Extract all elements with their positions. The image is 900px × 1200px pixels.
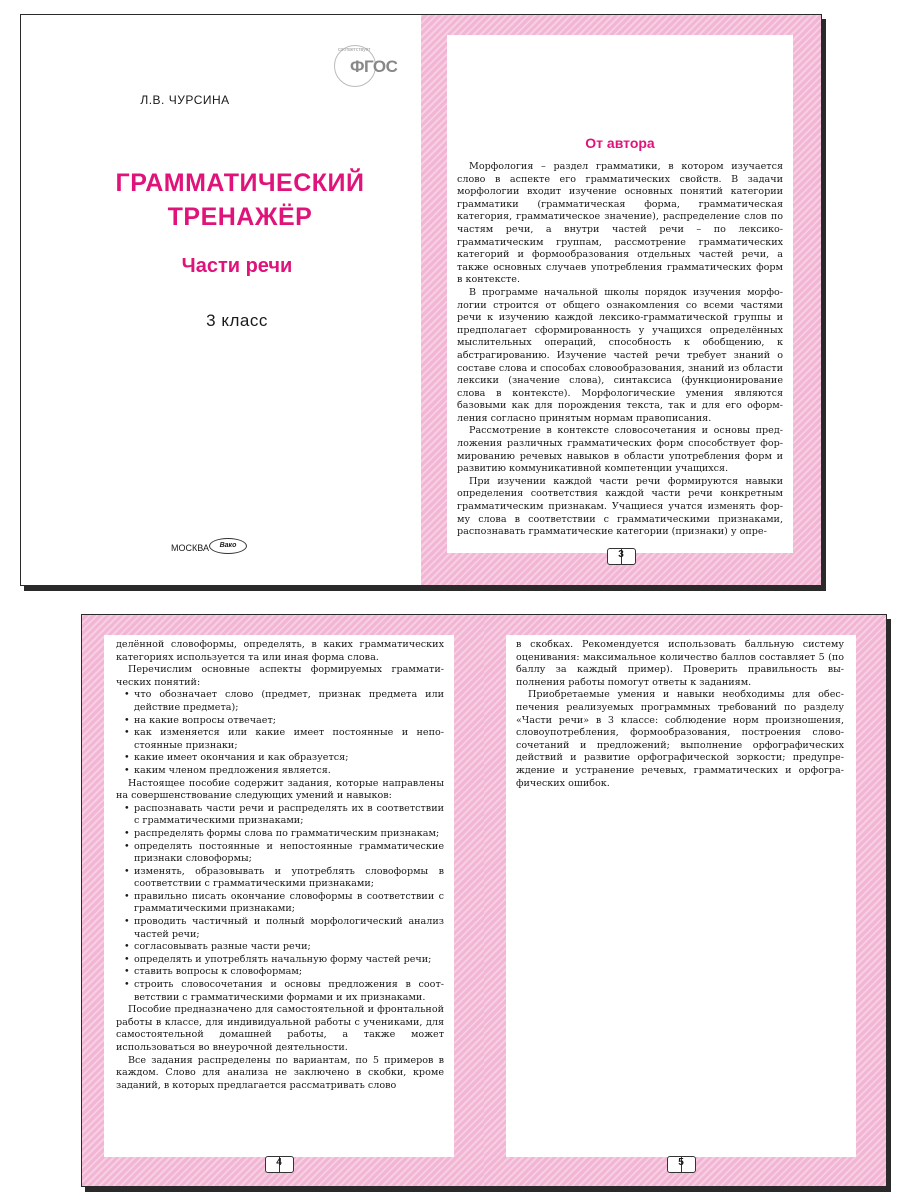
- fgos-arc-text: соответствует: [338, 47, 371, 53]
- list-item: • строить словосочетания и основы предложения в соответствии с грамматическими формами и их признаками.: [134, 979, 444, 1004]
- fgos-logo: [334, 45, 398, 85]
- page-5-number-badge: [666, 1153, 696, 1175]
- page-4-number-badge: [264, 1153, 294, 1175]
- list-item: • согласовывать разные части речи;: [134, 941, 444, 954]
- page-5: [506, 635, 856, 1157]
- paragraph: Перечислим основные аспекты формируемых грамматических понятий:: [116, 664, 444, 688]
- paragraph: В программе начальной школы порядок изучения морфологии строится от общего ознакомления со всеми частями речи к изучению каждой лексико-грамматической группы и предполагает сформированность у учащихся определённых мыслительных операций, способность к обобщению, к абстрагированию. Изучение частей речи требует знаний о составе слова и способах словообразования, знаний из области лексики (значение слова), синтаксиса (функционирование слова в контексте). Морфологические умения являются базовыми как для порождения текста, так и для его оформления согласно принятым нормам правописания.: [457, 286, 783, 424]
- page-4-border: [82, 615, 484, 1186]
- paragraph: Настоящее пособие содержит задания, которые направлены на совершенствование следующих умений и навыков:: [116, 777, 444, 802]
- bottom-spread: [81, 614, 887, 1187]
- paragraph: Рассмотрение в контексте словосочетания и основы предложения различных грамматических форм способствует формированию речевых навыков в области употребления форм и развитию коммуникативной компетенции учащихся.: [457, 425, 783, 475]
- list-item: • ставить вопросы к словоформам;: [134, 966, 444, 979]
- list-item: • каким членом предложения является.: [134, 765, 444, 778]
- paragraph: делённой словоформы, определять, в каких грамматических категориях используется та или иная форма слова.: [116, 639, 444, 663]
- page-3-number: 3: [618, 549, 624, 560]
- paragraph: Морфология – раздел грамматики, в котором изучается слово в аспекте его грамматических свойств. В задачи морфологии входит изучение основных понятий категории грамматики (грамматическая форма, грамматическая категория, грамматическое значение), распределение слов по частям речи, а внутри частей речи – по лексико-грамматическим группам, рассмотрение грамматических категорий и формообразования отдельных частей речи, а также основных случаев употребления грамматических форм в контексте.: [457, 161, 783, 286]
- publisher-city: МОСКВА: [171, 543, 209, 553]
- paragraph: Пособие предназначено для самостоятельной и фронтальной работы в классе, для индивидуальной работы с учениками, для самостоятельной домашней работы, а также может использоваться во внеурочной деятельности.: [116, 1004, 444, 1053]
- paragraph: Приобретаемые умения и навыки необходимы для обеспечения реализуемых программных требований по разделу «Части речи» в 3 классе: соблюдение норм произношения, словоупотребления, формообразования, построения словосочетаний и предложений; выполнение орфографических действий и развитие орфографической зоркости; предупреждение и устранение речевых, грамматических и орфографических ошибок.: [516, 689, 844, 789]
- aspects-list: [116, 689, 444, 777]
- top-spread: [20, 14, 822, 586]
- page-5-border: [484, 615, 886, 1186]
- list-item: • определять постоянные и непостоянные грамматические признаки словоформы;: [134, 841, 444, 866]
- paragraph: в скобках. Рекомендуется использовать балльную систему оценивания: максимальное количество баллов составляет 5 (по баллу за каждый пример). Проверить правильность выполнения работы помогут ответы к заданиям.: [516, 639, 844, 688]
- page-3-border: [421, 15, 821, 585]
- list-item: • правильно писать окончание словоформы в соответствии с грамматическими признаками;: [134, 891, 444, 916]
- subtitle: Части речи: [181, 255, 293, 277]
- page-3-body: [457, 161, 783, 539]
- list-item: • как изменяется или какие имеет постоянные и непостоянные признаки;: [134, 727, 444, 752]
- page-4-number: 4: [276, 1157, 282, 1168]
- grade-label: 3 класс: [206, 311, 268, 330]
- list-item: • изменять, образовывать и употреблять словоформы в соответствии с грамматическими признаками;: [134, 866, 444, 891]
- page-3-number-badge: [606, 545, 636, 567]
- fgos-word: ФГОС: [350, 57, 398, 76]
- title-line-1: ГРАММАТИЧЕСКИЙ: [115, 169, 365, 197]
- page-5-number: 5: [678, 1157, 684, 1168]
- author-name: Л.В. ЧУРСИНА: [140, 93, 230, 107]
- list-item: • какие имеет окончания и как образуется;: [134, 752, 444, 765]
- list-item: • определять и употреблять начальную форму частей речи;: [134, 954, 444, 967]
- list-item: • на какие вопросы отвечает;: [134, 715, 444, 728]
- list-item: • распознавать части речи и распределять их в соответствии с грамматическими признаками;: [134, 803, 444, 828]
- page-3: [447, 35, 793, 553]
- list-item: • что обозначает слово (предмет, признак предмета или действие предмета);: [134, 689, 444, 714]
- publisher-logo: Вако: [209, 538, 247, 554]
- title-line-2: ТРЕНАЖЁР: [167, 203, 313, 231]
- paragraph: При изучении каждой части речи формируются навыки определения соответствия каждой части речи конкретным грамматическим признакам. Учащиеся учатся изменять форму слова в соответствии с грамматическими признаками, распознавать грамматические категории (признаки) у опре-: [457, 475, 783, 538]
- paragraph: Все задания распределены по вариантам, по 5 примеров в каждом. Слово для анализа не заключено в скобки, кроме заданий, в которых предлагается рассматривать слово: [116, 1054, 444, 1091]
- page-4: [104, 635, 454, 1157]
- page-3-heading: От автора: [585, 135, 655, 151]
- page-4-body: [116, 639, 444, 1092]
- page-5-body: [516, 639, 844, 790]
- skills-list: [116, 803, 444, 1005]
- list-item: • распределять формы слова по грамматическим признакам;: [134, 828, 444, 841]
- list-item: • проводить частичный и полный морфологический анализ частей речи;: [134, 916, 444, 941]
- book-cover: [21, 15, 421, 585]
